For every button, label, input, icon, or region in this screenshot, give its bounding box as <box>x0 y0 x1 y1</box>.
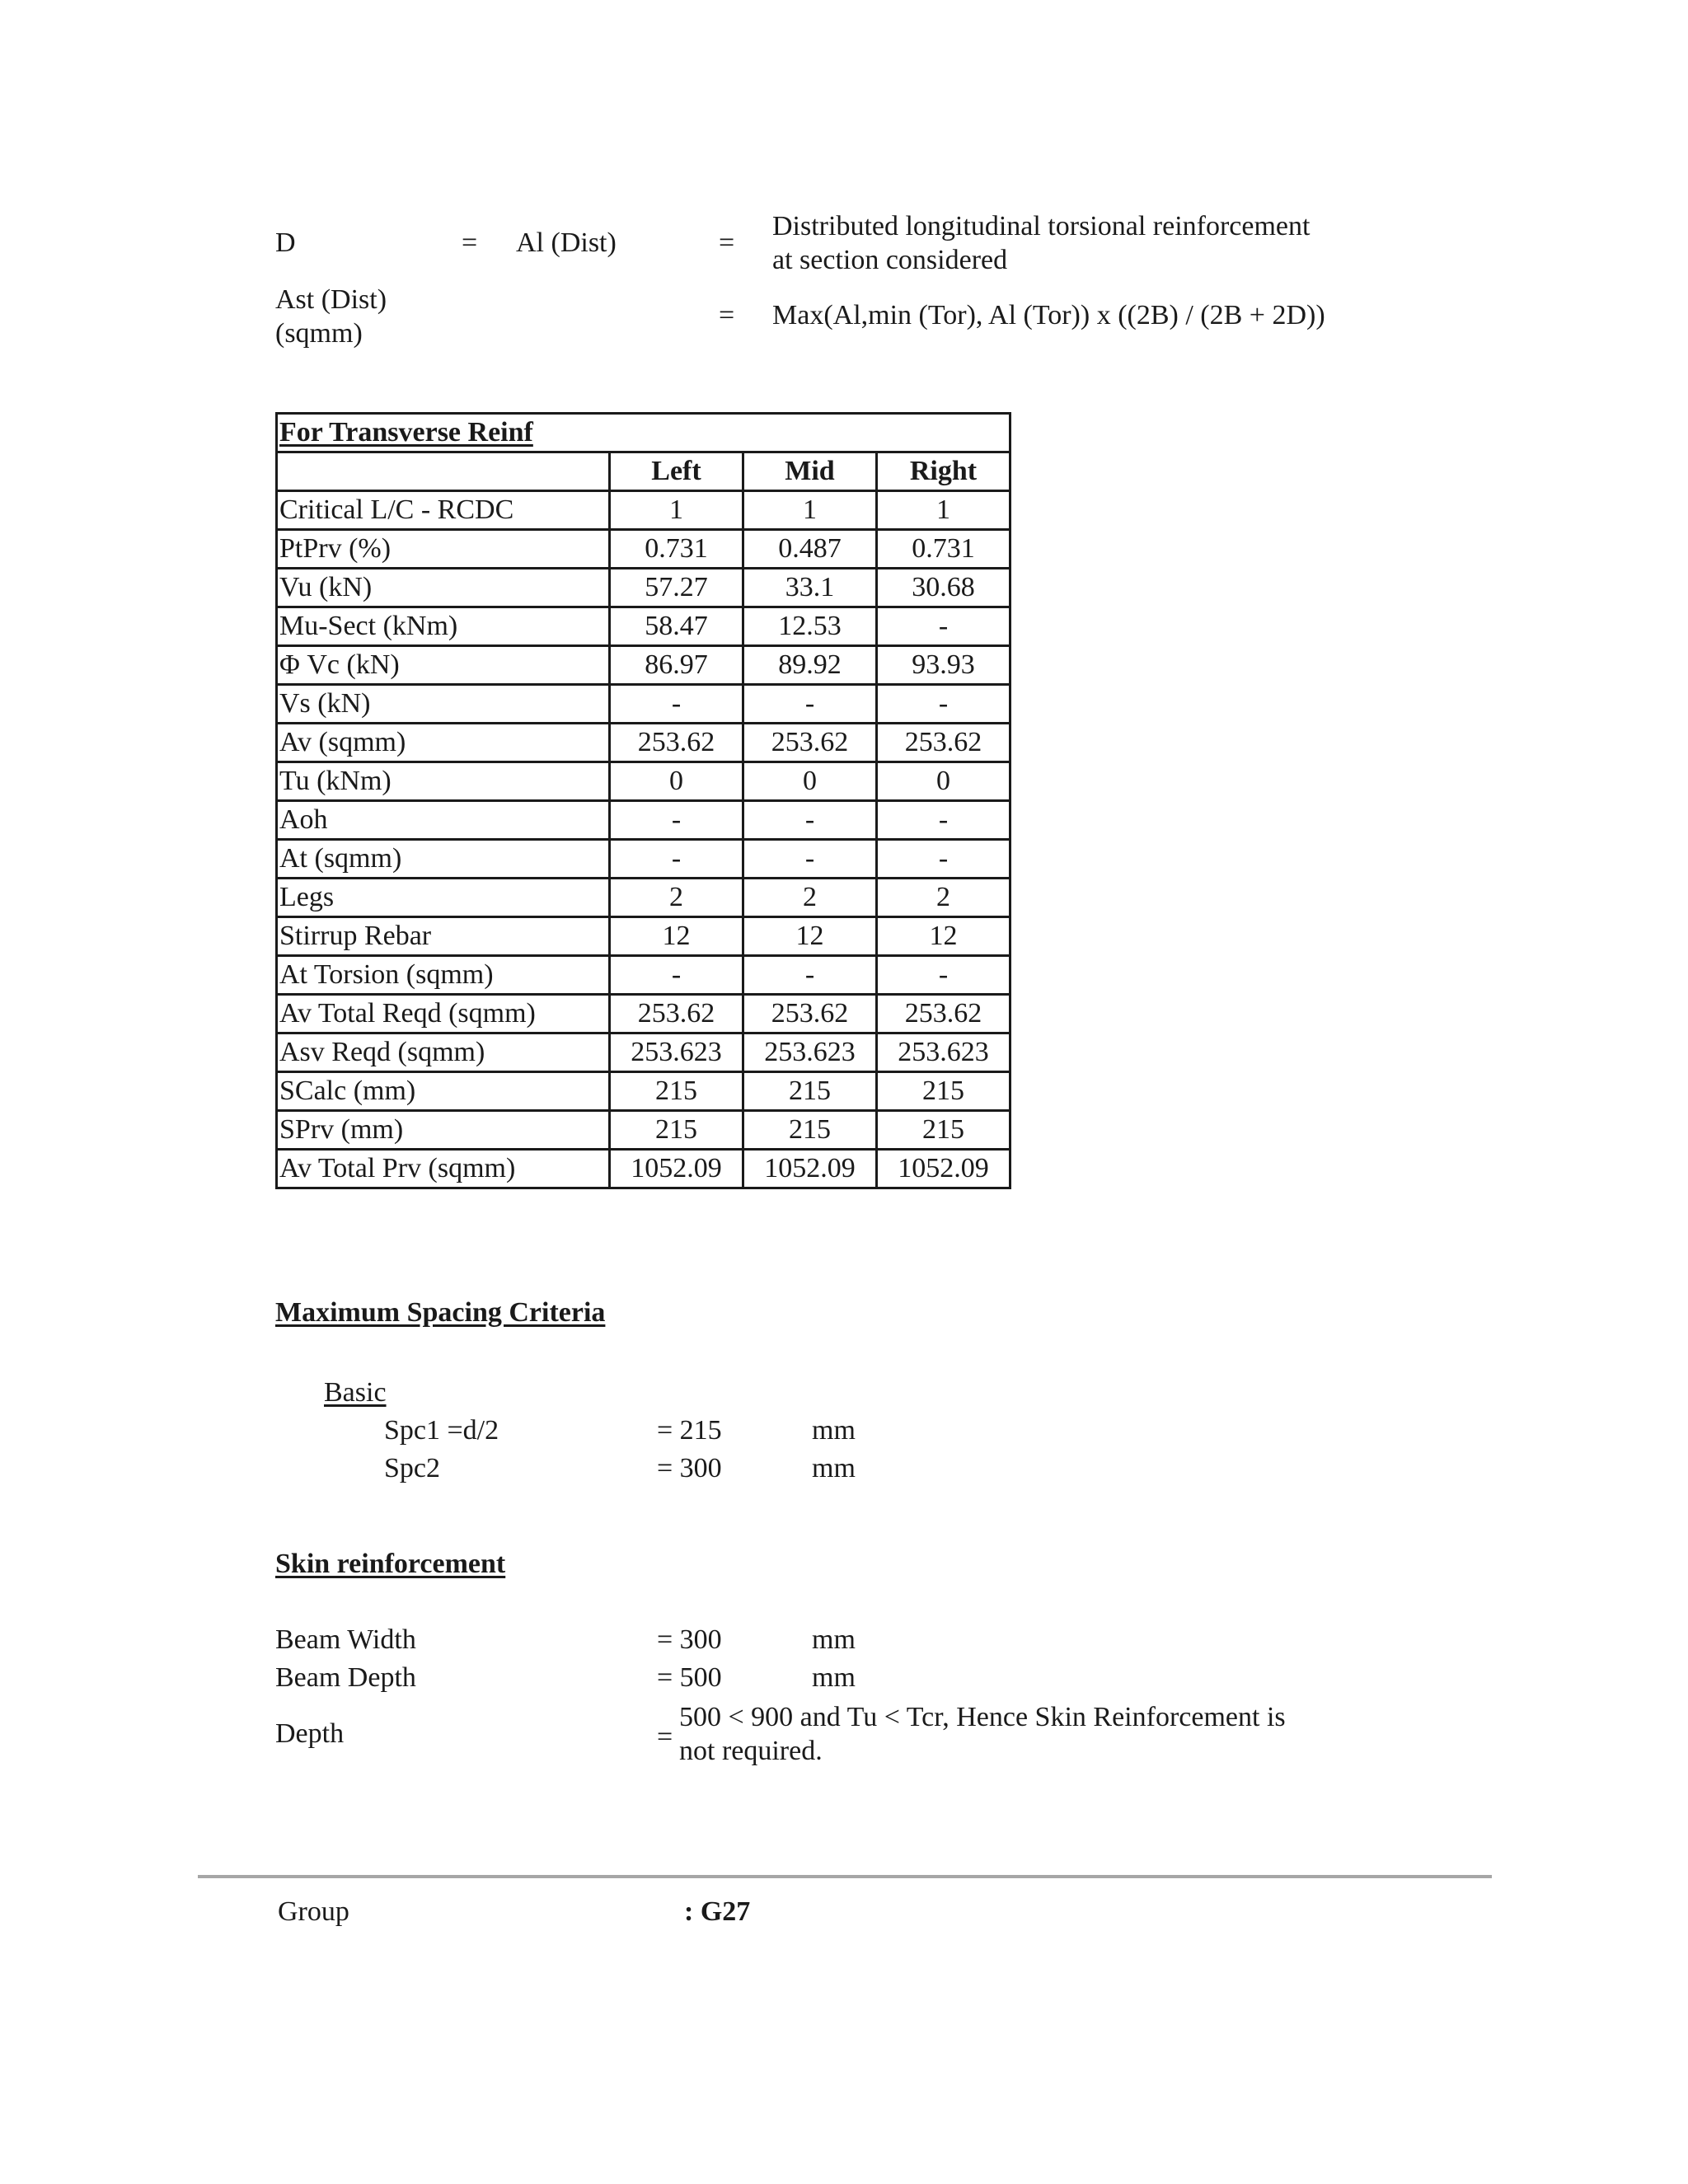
skin-reinforcement-heading: Skin reinforcement <box>275 1549 506 1579</box>
cell-left: 0.731 <box>610 530 743 569</box>
cell-mid: 253.623 <box>743 1033 877 1072</box>
cell-mid: 1052.09 <box>743 1150 877 1188</box>
skin-value-beam-depth: = 500 <box>657 1662 722 1693</box>
cell-left: 12 <box>610 917 743 956</box>
column-header-mid: Mid <box>743 452 877 491</box>
skin-depth-result-line2: not required. <box>679 1736 823 1766</box>
table-row <box>277 607 1010 646</box>
definition-description-line1: Distributed longitudinal torsional reinforcement <box>772 211 1311 241</box>
table-row <box>277 1150 1010 1188</box>
table-row <box>277 646 1010 685</box>
row-label: SCalc (mm) <box>277 1072 610 1111</box>
row-label: Φ Vc (kN) <box>277 646 610 685</box>
definition-symbol-d: D <box>275 227 296 258</box>
skin-label-beam-width: Beam Width <box>275 1624 416 1655</box>
row-label: Mu-Sect (kNm) <box>277 607 610 646</box>
cell-right: 253.62 <box>877 724 1010 762</box>
skin-unit-beam-depth: mm <box>812 1662 856 1693</box>
table-row <box>277 956 1010 995</box>
cell-left: 253.62 <box>610 724 743 762</box>
cell-mid: 89.92 <box>743 646 877 685</box>
definition-name-al-dist: Al (Dist) <box>516 227 617 258</box>
equals-sign: = <box>719 227 735 258</box>
footer-divider <box>198 1875 1492 1878</box>
cell-left: 58.47 <box>610 607 743 646</box>
cell-left: - <box>610 801 743 840</box>
cell-left: 86.97 <box>610 646 743 685</box>
row-label: At (sqmm) <box>277 840 610 879</box>
spacing-value-spc1: = 215 <box>657 1415 722 1446</box>
row-label: Av (sqmm) <box>277 724 610 762</box>
cell-mid: 0.487 <box>743 530 877 569</box>
cell-mid: 1 <box>743 491 877 530</box>
cell-right: 253.623 <box>877 1033 1010 1072</box>
equals-sign: = <box>657 1722 673 1752</box>
cell-left: 1 <box>610 491 743 530</box>
cell-right: 2 <box>877 879 1010 917</box>
table-row <box>277 879 1010 917</box>
table-row <box>277 569 1010 607</box>
table-row <box>277 1072 1010 1111</box>
cell-left: 215 <box>610 1111 743 1150</box>
cell-right: 12 <box>877 917 1010 956</box>
equals-sign: = <box>719 300 735 330</box>
cell-mid: - <box>743 956 877 995</box>
cell-mid: 12.53 <box>743 607 877 646</box>
column-header-left: Left <box>610 452 743 491</box>
footer-group-value: : G27 <box>684 1896 751 1927</box>
cell-left: - <box>610 956 743 995</box>
spacing-label-spc2: Spc2 <box>384 1453 440 1483</box>
table-row <box>277 724 1010 762</box>
cell-left: - <box>610 685 743 724</box>
table-row <box>277 491 1010 530</box>
row-label: Aoh <box>277 801 610 840</box>
row-label: Asv Reqd (sqmm) <box>277 1033 610 1072</box>
cell-mid: 215 <box>743 1111 877 1150</box>
cell-mid: 253.62 <box>743 724 877 762</box>
cell-right: 1 <box>877 491 1010 530</box>
table-row <box>277 1033 1010 1072</box>
table-row <box>277 801 1010 840</box>
spacing-unit-spc1: mm <box>812 1415 856 1446</box>
cell-right: - <box>877 956 1010 995</box>
row-label: Av Total Prv (sqmm) <box>277 1150 610 1188</box>
definition-formula: Max(Al,min (Tor), Al (Tor)) x ((2B) / (2B + 2D)) <box>772 300 1325 330</box>
cell-left: 2 <box>610 879 743 917</box>
cell-mid: 0 <box>743 762 877 801</box>
skin-label-depth: Depth <box>275 1718 345 1749</box>
cell-left: 0 <box>610 762 743 801</box>
cell-right: 0.731 <box>877 530 1010 569</box>
table-row <box>277 917 1010 956</box>
cell-mid: 215 <box>743 1072 877 1111</box>
row-label: At Torsion (sqmm) <box>277 956 610 995</box>
row-label: Critical L/C - RCDC <box>277 491 610 530</box>
skin-depth-result-line1: 500 < 900 and Tu < Tcr, Hence Skin Reinforcement is <box>679 1702 1286 1732</box>
cell-right: 0 <box>877 762 1010 801</box>
row-label: Tu (kNm) <box>277 762 610 801</box>
cell-mid: 2 <box>743 879 877 917</box>
cell-mid: - <box>743 840 877 879</box>
definition-symbol-ast-dist: Ast (Dist) <box>275 284 387 315</box>
row-label: Legs <box>277 879 610 917</box>
table-title: For Transverse Reinf <box>279 417 533 448</box>
footer-group-label: Group <box>278 1896 349 1927</box>
cell-right: 253.62 <box>877 995 1010 1033</box>
spacing-value-spc2: = 300 <box>657 1453 722 1483</box>
transverse-reinf-table <box>275 412 1011 1189</box>
skin-unit-beam-width: mm <box>812 1624 856 1655</box>
cell-right: 30.68 <box>877 569 1010 607</box>
table-body <box>277 491 1010 1188</box>
cell-right: 93.93 <box>877 646 1010 685</box>
column-header-right: Right <box>877 452 1010 491</box>
table-row <box>277 995 1010 1033</box>
table-row <box>277 840 1010 879</box>
cell-right: - <box>877 801 1010 840</box>
cell-left: 253.623 <box>610 1033 743 1072</box>
cell-right: 1052.09 <box>877 1150 1010 1188</box>
skin-value-beam-width: = 300 <box>657 1624 722 1655</box>
spacing-label-spc1: Spc1 =d/2 <box>384 1415 499 1446</box>
table-row <box>277 530 1010 569</box>
cell-mid: 12 <box>743 917 877 956</box>
cell-mid: 253.62 <box>743 995 877 1033</box>
row-label: Av Total Reqd (sqmm) <box>277 995 610 1033</box>
table-title-row <box>277 414 1010 452</box>
cell-mid: - <box>743 801 877 840</box>
row-label: Vs (kN) <box>277 685 610 724</box>
cell-mid: - <box>743 685 877 724</box>
skin-label-beam-depth: Beam Depth <box>275 1662 416 1693</box>
table-row <box>277 1111 1010 1150</box>
cell-right: - <box>877 685 1010 724</box>
table-header-row <box>277 452 1010 491</box>
max-spacing-heading: Maximum Spacing Criteria <box>275 1297 606 1328</box>
row-label: Stirrup Rebar <box>277 917 610 956</box>
definition-symbol-unit: (sqmm) <box>275 318 363 349</box>
row-label: PtPrv (%) <box>277 530 610 569</box>
cell-left: 215 <box>610 1072 743 1111</box>
cell-left: 57.27 <box>610 569 743 607</box>
cell-mid: 33.1 <box>743 569 877 607</box>
cell-left: - <box>610 840 743 879</box>
cell-right: 215 <box>877 1111 1010 1150</box>
table-row <box>277 762 1010 801</box>
cell-right: - <box>877 840 1010 879</box>
cell-left: 253.62 <box>610 995 743 1033</box>
cell-right: 215 <box>877 1072 1010 1111</box>
table-row <box>277 685 1010 724</box>
cell-left: 1052.09 <box>610 1150 743 1188</box>
row-label: SPrv (mm) <box>277 1111 610 1150</box>
header-blank-cell <box>277 452 610 491</box>
row-label: Vu (kN) <box>277 569 610 607</box>
equals-sign: = <box>462 227 478 258</box>
spacing-unit-spc2: mm <box>812 1453 856 1483</box>
definition-description-line2: at section considered <box>772 245 1008 275</box>
basic-subheading: Basic <box>324 1377 387 1408</box>
cell-right: - <box>877 607 1010 646</box>
